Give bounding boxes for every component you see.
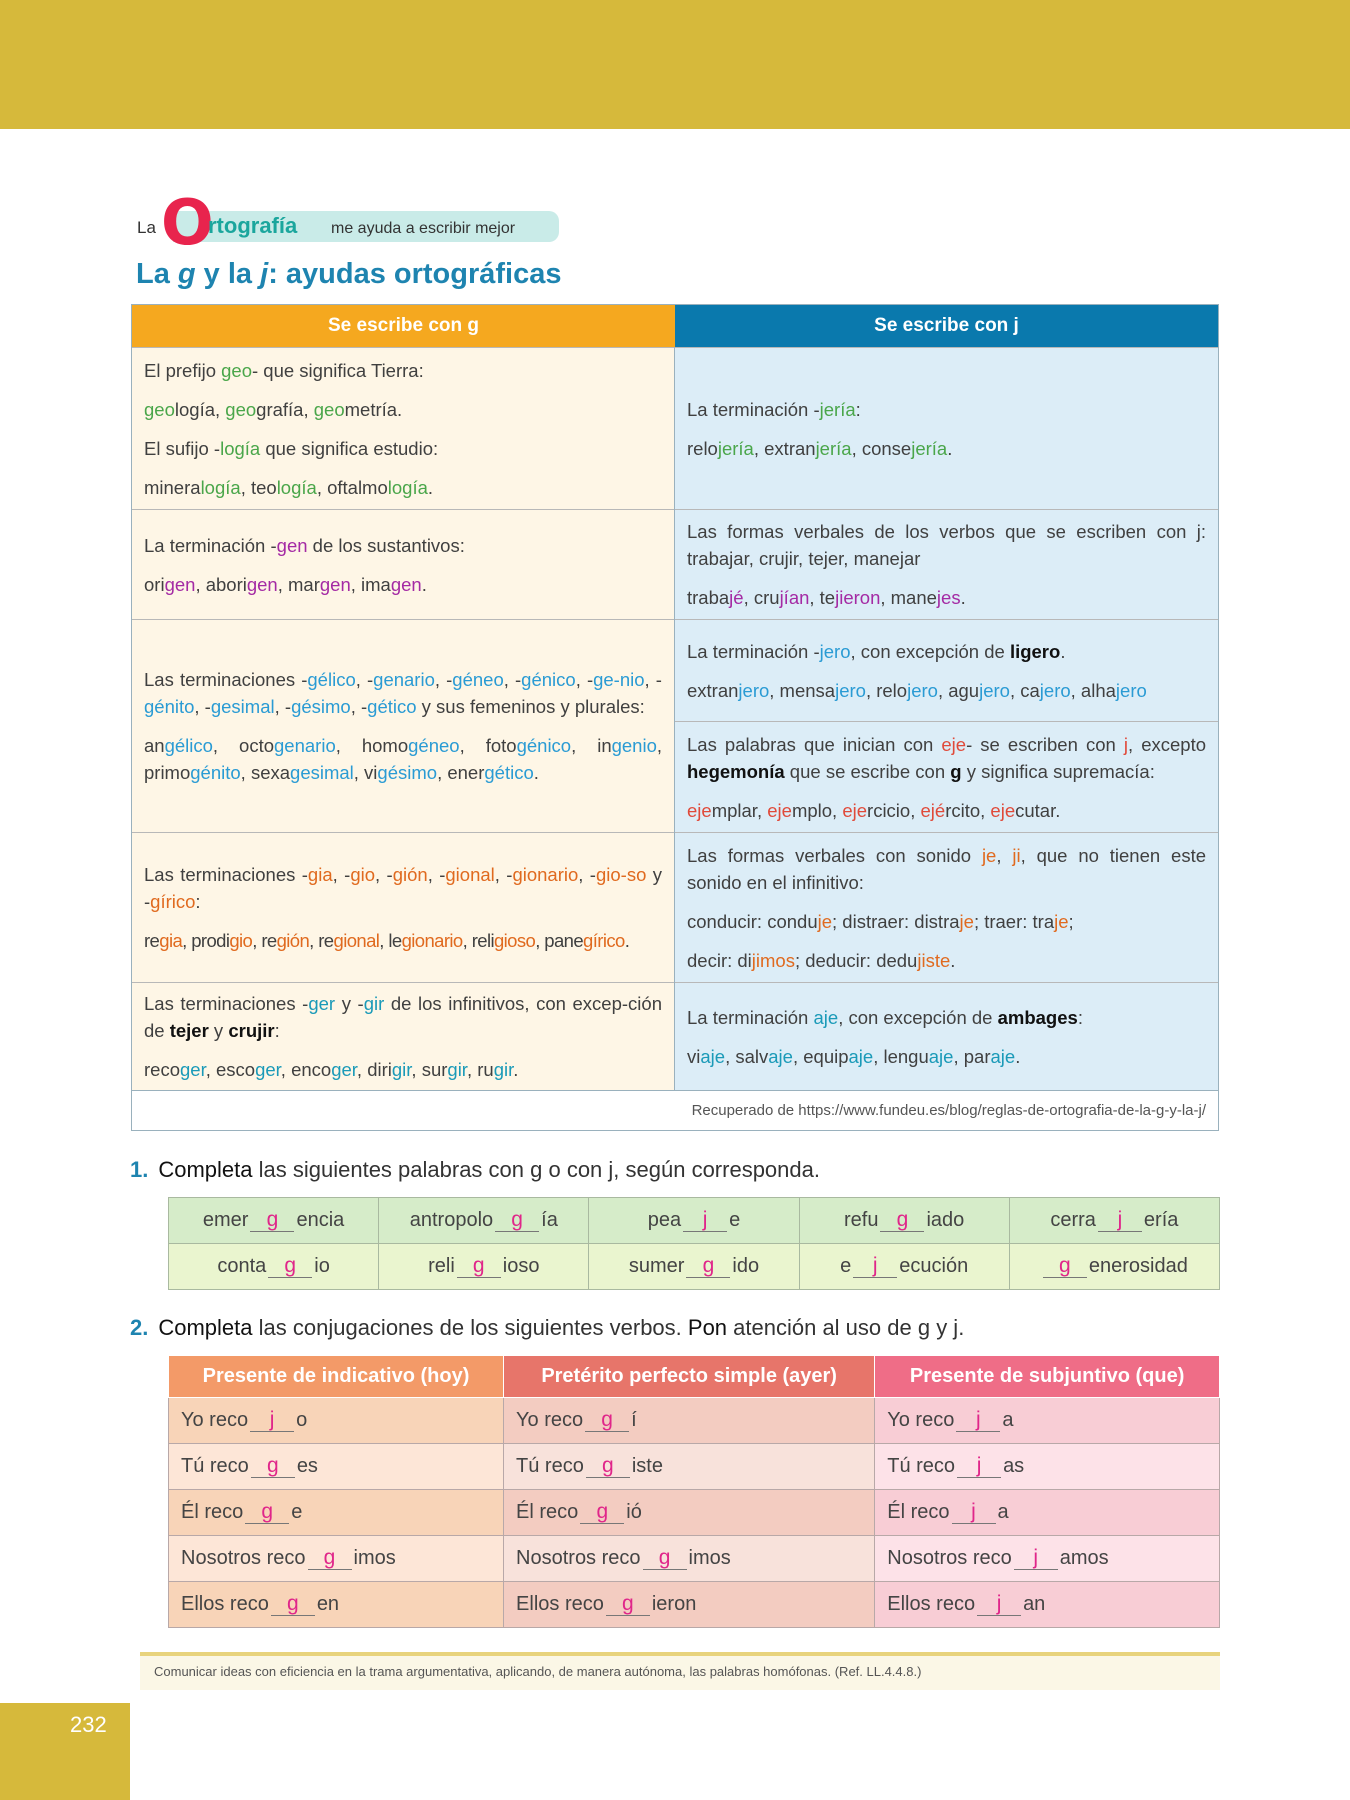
header-se-escribe-con-g: Se escribe con g <box>132 305 675 347</box>
conjugation-cell: Yo reco j a <box>875 1398 1220 1444</box>
answer-blank[interactable]: g <box>606 1593 650 1616</box>
answer-blank[interactable]: g <box>580 1501 624 1524</box>
answer-blank[interactable]: g <box>495 1209 539 1232</box>
word-cell: cerra j ería <box>1009 1198 1219 1244</box>
word-cell: e j ecución <box>799 1244 1009 1290</box>
answer-blank[interactable]: g <box>586 1455 630 1478</box>
answer-blank[interactable]: g <box>250 1209 294 1232</box>
section-tag-la: La <box>137 218 156 237</box>
answer-blank[interactable]: j <box>956 1409 1000 1432</box>
rules-table-header <box>132 305 1218 347</box>
conjugation-cell: Nosotros reco g imos <box>169 1536 504 1582</box>
word-cell: reli g ioso <box>379 1244 589 1290</box>
answer-blank[interactable]: j <box>853 1255 897 1278</box>
rules-column-j <box>675 347 1218 1090</box>
rule-j-jero: La terminación -jero, con excepción de ligero. extranjero, mensajero, relojero, agujero, cajero, alhajero <box>675 619 1218 721</box>
conjugation-header-row <box>169 1356 1220 1398</box>
header-presente-subjuntivo: Presente de subjuntivo (que) <box>875 1356 1220 1398</box>
answer-blank[interactable]: j <box>1014 1547 1058 1570</box>
answer-blank[interactable]: j <box>957 1455 1001 1478</box>
rule-j-je-ji: Las formas verbales con sonido je, ji, que no tienen este sonido en el infinitivo: conducir: conduje; distraer: distraje; traer: traje; decir: dijimos; deducir: dedujiste. <box>675 832 1218 982</box>
word-cell: antropolo g ía <box>379 1198 589 1244</box>
word-cell: g enerosidad <box>1009 1244 1219 1290</box>
header-se-escribe-con-j: Se escribe con j <box>675 305 1218 347</box>
exercise-2-instruction: 2. Completa las conjugaciones de los siguientes verbos. Pon atención al uso de g y j. <box>130 1315 965 1340</box>
exercise-1-instruction: 1. Completa las siguientes palabras con g o con j, según corresponda. <box>130 1157 820 1182</box>
rule-j-aje: La terminación aje, con excepción de ambages: viaje, salvaje, equipaje, lenguaje, paraje. <box>675 982 1218 1090</box>
section-tag <box>133 186 559 259</box>
word-cell: refu g iado <box>799 1198 1009 1244</box>
conjugation-cell: Tú reco g es <box>169 1444 504 1490</box>
top-color-band <box>0 0 1350 129</box>
conjugation-cell: Nosotros reco g imos <box>504 1536 875 1582</box>
rules-table-body <box>132 347 1218 1090</box>
answer-blank[interactable]: j <box>1098 1209 1142 1232</box>
rule-j-verbos: Las formas verbales de los verbos que se escriben con j: trabajar, crujir, tejer, manejar trabajé, crujían, tejieron, manejes. <box>675 509 1218 619</box>
conjugation-cell: Él reco g e <box>169 1490 504 1536</box>
conjugation-cell: Él reco g ió <box>504 1490 875 1536</box>
answer-blank[interactable]: g <box>271 1593 315 1616</box>
rules-table <box>131 304 1219 1131</box>
exercise-1-row <box>169 1244 1220 1290</box>
conjugation-cell: Ellos reco g ieron <box>504 1582 875 1628</box>
footer-objective-text: Comunicar ideas con eficiencia en la trama argumentativa, aplicando, de manera autónoma, las palabras homófonas. (Ref. LL.4.4.8.) <box>154 1664 922 1679</box>
answer-blank[interactable]: j <box>683 1209 727 1232</box>
conjugation-cell: Nosotros reco j amos <box>875 1536 1220 1582</box>
answer-blank[interactable]: g <box>245 1501 289 1524</box>
rule-g-geo-logia: El prefijo geo- que significa Tierra: geología, geografía, geometría. El sufijo -logía que significa estudio: mineralogía, teología, oftalmología. <box>132 347 674 509</box>
page-title: La g y la j: ayudas ortográficas <box>136 258 562 290</box>
answer-blank[interactable]: g <box>643 1547 687 1570</box>
answer-blank[interactable]: g <box>880 1209 924 1232</box>
footer-objective-bar <box>140 1652 1220 1690</box>
conjugation-row <box>169 1490 1220 1536</box>
word-cell: emer g encia <box>169 1198 379 1244</box>
conjugation-row <box>169 1536 1220 1582</box>
answer-blank[interactable]: j <box>952 1501 996 1524</box>
conjugation-row <box>169 1444 1220 1490</box>
rule-g-gelico: Las terminaciones -gélico, -genario, -géneo, -génico, -ge-nio, -génito, -gesimal, -gésimo, -gético y sus femeninos y plurales: angélico, octogenario, homogéneo, fotogénico, ingenio, primogénito, sexagesimal, vigésimo, energético. <box>132 619 674 832</box>
conjugation-cell: Yo reco j o <box>169 1398 504 1444</box>
answer-blank[interactable]: j <box>250 1409 294 1432</box>
rule-g-gen: La terminación -gen de los sustantivos: origen, aborigen, margen, imagen. <box>132 509 674 619</box>
conjugation-row <box>169 1582 1220 1628</box>
conjugation-cell: Él reco j a <box>875 1490 1220 1536</box>
exercise-2-table <box>168 1355 1220 1628</box>
page-number-band <box>0 1703 130 1800</box>
word-cell: sumer g ido <box>589 1244 799 1290</box>
answer-blank[interactable]: g <box>251 1455 295 1478</box>
conjugation-cell: Ellos reco g en <box>169 1582 504 1628</box>
header-preterito-perfecto: Pretérito perfecto simple (ayer) <box>504 1356 875 1398</box>
conjugation-cell: Ellos reco j an <box>875 1582 1220 1628</box>
exercise-1-row <box>169 1198 1220 1244</box>
word-cell: conta g io <box>169 1244 379 1290</box>
answer-blank[interactable]: g <box>268 1255 312 1278</box>
rule-g-gia: Las terminaciones -gia, -gio, -gión, -gional, -gionario, -gio-so y -gírico: regia, prodigio, región, regional, legionario, religioso, panegírico. <box>132 832 674 982</box>
answer-blank[interactable]: g <box>1043 1255 1087 1278</box>
conjugation-cell: Tú reco j as <box>875 1444 1220 1490</box>
section-tag-subtitle: me ayuda a escribir mejor <box>331 220 516 237</box>
answer-blank[interactable]: g <box>457 1255 501 1278</box>
exercise-1-table <box>168 1197 1220 1290</box>
answer-blank[interactable]: g <box>585 1409 629 1432</box>
rule-j-jeria: La terminación -jería: relojería, extranjería, consejería. <box>675 347 1218 509</box>
page-number: 232 <box>70 1712 107 1737</box>
word-cell: pea j e <box>589 1198 799 1244</box>
conjugation-cell: Yo reco g í <box>504 1398 875 1444</box>
answer-blank[interactable]: j <box>977 1593 1021 1616</box>
answer-blank[interactable]: g <box>308 1547 352 1570</box>
rules-column-g <box>132 347 675 1090</box>
rule-g-ger-gir: Las terminaciones -ger y -gir de los infinitivos, con excep-ción de tejer y crujir: recoger, escoger, encoger, dirigir, surgir, rugir. <box>132 982 674 1090</box>
conjugation-cell: Tú reco g iste <box>504 1444 875 1490</box>
header-presente-indicativo: Presente de indicativo (hoy) <box>169 1356 504 1398</box>
section-tag-word: rtografía <box>208 213 298 238</box>
rule-j-eje: Las palabras que inician con eje- se escriben con j, excepto hegemonía que se escribe con g y significa supremacía: ejemplar, ejemplo, ejercicio, ejército, ejecutar. <box>675 721 1218 832</box>
section-tag-o-letter: O <box>161 186 214 259</box>
answer-blank[interactable]: g <box>686 1255 730 1278</box>
conjugation-row <box>169 1398 1220 1444</box>
source-citation: Recuperado de https://www.fundeu.es/blog/reglas-de-ortografia-de-la-g-y-la-j/ <box>132 1090 1218 1130</box>
